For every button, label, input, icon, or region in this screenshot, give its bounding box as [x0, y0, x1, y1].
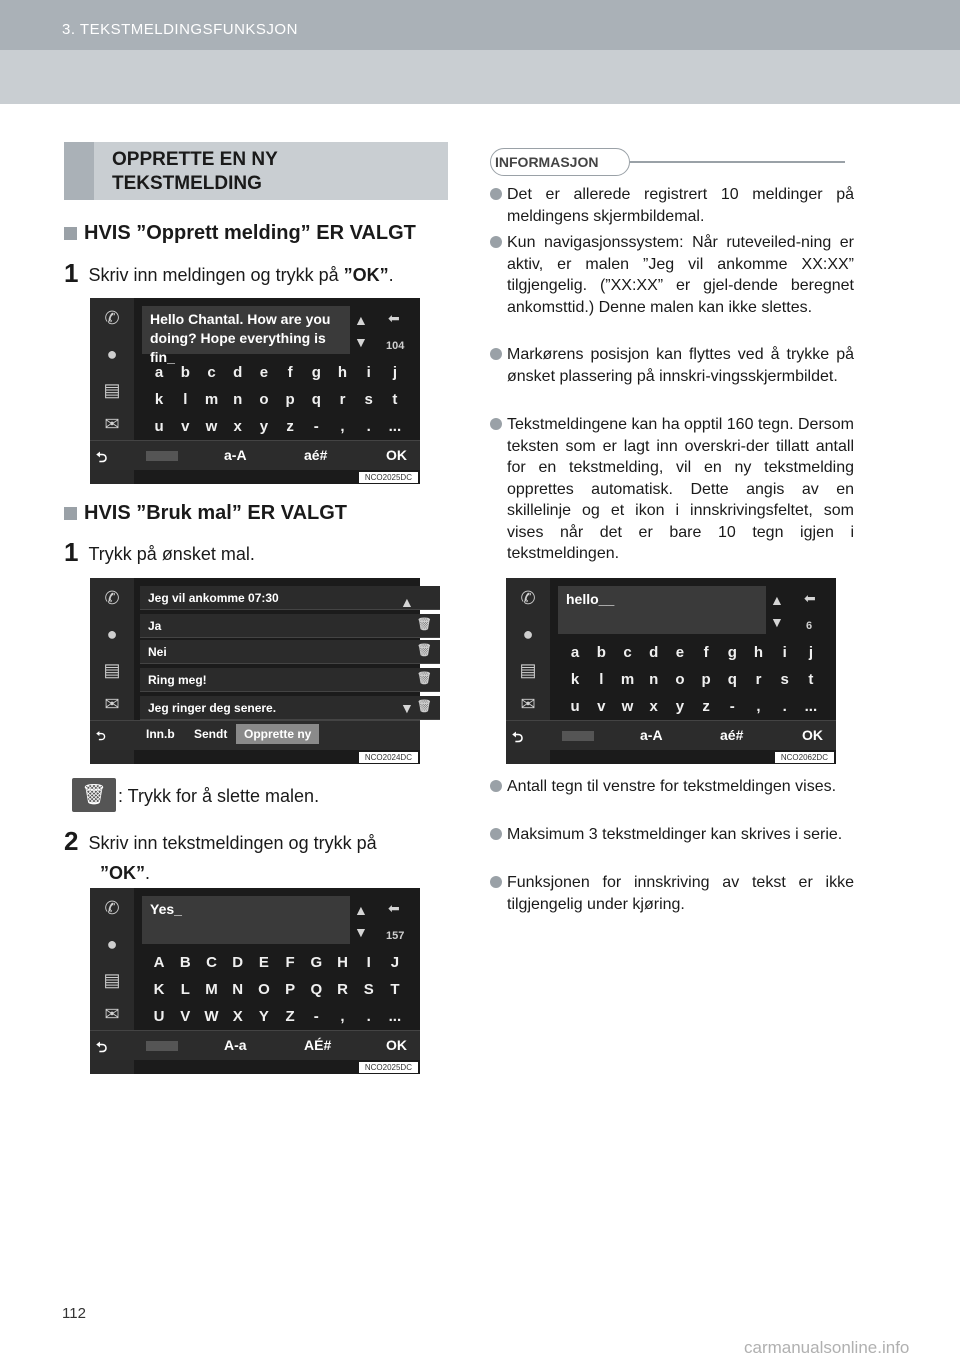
subheading-text: HVIS ”Opprett melding” ER VALGT	[84, 222, 416, 244]
bullet-text: Det er allerede registrert 10 meldinger på meldingens skjermbildemal.	[507, 186, 854, 225]
space-key[interactable]	[146, 451, 178, 461]
key[interactable]: ...	[388, 418, 402, 435]
tab-sent[interactable]: Sendt	[194, 727, 228, 741]
bullet-dot	[490, 236, 502, 248]
step-end: .	[145, 863, 151, 883]
key[interactable]: u	[154, 418, 164, 435]
trash-icon[interactable]: 🗑	[416, 699, 432, 713]
keyboard	[146, 954, 408, 1025]
key[interactable]: o	[259, 391, 269, 408]
back-icon[interactable]: ⮌	[96, 1039, 108, 1055]
key[interactable]: K	[153, 981, 165, 998]
key[interactable]: A	[153, 954, 165, 971]
key[interactable]: m	[620, 671, 635, 688]
info-bullet	[490, 184, 854, 227]
key[interactable]: .	[366, 1008, 371, 1025]
screen-bottom-bar	[90, 440, 420, 470]
key[interactable]: D	[232, 954, 244, 971]
key[interactable]: g	[727, 644, 737, 661]
key[interactable]: c	[207, 364, 216, 381]
history-icon: ▤	[519, 660, 537, 680]
info-bullet	[490, 776, 854, 798]
key[interactable]: e	[259, 364, 269, 381]
key[interactable]: W	[204, 1008, 219, 1025]
subheading-opprett-melding	[64, 222, 416, 245]
key[interactable]: q	[311, 391, 321, 408]
bullet-text: Tekstmeldingene kan ha opptil 160 tegn. Dersom teksten som er lagt inn overskri-der tillatt antall for en tekstmelding, vil en ny tekstmelding opprettes automatisk. Dette angis av en skillelinje og et ikon i innskrivingsfeltet, som vises når det er bare 10 tegn igjen i tekstmeldingen.	[507, 416, 854, 562]
template-row[interactable]	[140, 668, 440, 692]
key[interactable]: c	[623, 644, 632, 661]
info-bullet	[490, 824, 854, 846]
page-header	[0, 0, 960, 104]
key[interactable]: .	[366, 418, 371, 435]
key[interactable]: n	[233, 391, 243, 408]
phone-icon: ✆	[104, 308, 120, 328]
key[interactable]: e	[675, 644, 685, 661]
keyboard	[146, 364, 408, 435]
key[interactable]: k	[570, 671, 580, 688]
key[interactable]: t	[808, 671, 814, 688]
message-icon: ✉	[520, 694, 536, 714]
scroll-up-icon[interactable]: ▲	[354, 902, 368, 918]
info-bullet	[490, 344, 854, 387]
step-bold: ”OK”	[343, 265, 389, 285]
key[interactable]: r	[755, 671, 762, 688]
key[interactable]: Y	[258, 1008, 269, 1025]
key[interactable]: -	[313, 1008, 319, 1025]
trash-note-text: : Trykk for å slette malen.	[118, 786, 320, 806]
back-icon[interactable]: ⮌	[96, 729, 106, 743]
ok-button[interactable]: OK	[802, 727, 823, 743]
key[interactable]: a	[570, 644, 580, 661]
template-text: Jeg vil ankomme 07:30	[148, 591, 279, 605]
key[interactable]: R	[337, 981, 348, 998]
key[interactable]: a	[154, 364, 164, 381]
contact-icon: ●	[522, 624, 534, 644]
tab-create-new[interactable]: Opprette ny	[236, 724, 319, 744]
step-1-create	[64, 258, 394, 290]
info-label: INFORMASJON	[490, 148, 630, 176]
watermark: carmanualsonline.info	[744, 1338, 910, 1357]
key[interactable]: q	[727, 671, 737, 688]
key[interactable]: M	[205, 981, 218, 998]
char-count: 157	[386, 930, 405, 942]
key[interactable]: k	[154, 391, 164, 408]
step-text: Skriv inn tekstmeldingen og trykk på	[88, 833, 377, 853]
key[interactable]: ...	[388, 1008, 402, 1025]
key[interactable]: ,	[340, 418, 345, 435]
history-icon: ▤	[103, 380, 121, 400]
contact-icon: ●	[106, 934, 118, 954]
phone-icon: ✆	[520, 588, 536, 608]
step-number: 2	[64, 826, 79, 856]
contact-icon: ●	[106, 344, 118, 364]
key[interactable]: o	[675, 671, 685, 688]
key[interactable]: i	[782, 644, 787, 661]
section-title-line2: TEKSTMELDING	[112, 173, 262, 194]
bullet-dot	[490, 828, 502, 840]
message-line1: hello__	[566, 591, 615, 607]
symbol-toggle-button[interactable]: AÉ#	[304, 1037, 332, 1053]
backspace-icon[interactable]: ⬅	[388, 310, 400, 326]
step-text: Trykk på ønsket mal.	[88, 544, 255, 564]
trash-icon[interactable]: 🗑	[416, 671, 432, 685]
template-text: Ring meg!	[148, 673, 207, 687]
back-icon[interactable]: ⮌	[512, 729, 524, 745]
key[interactable]: v	[181, 418, 190, 435]
key[interactable]: T	[390, 981, 400, 998]
image-code: NCO2024DC	[359, 752, 418, 763]
page-number: 112	[62, 1305, 86, 1322]
key[interactable]: m	[204, 391, 219, 408]
space-key[interactable]	[146, 1041, 178, 1051]
key[interactable]: y	[259, 418, 269, 435]
key[interactable]: -	[313, 418, 319, 435]
key[interactable]: v	[597, 698, 606, 715]
key[interactable]: h	[753, 644, 764, 661]
bullet-text: Antall tegn til venstre for tekstmeldingen vises.	[507, 778, 837, 795]
phone-icon: ✆	[104, 898, 120, 918]
message-icon: ✉	[104, 1004, 120, 1024]
info-divider	[630, 161, 845, 163]
contact-icon: ●	[106, 624, 118, 644]
key[interactable]: H	[337, 954, 348, 971]
step-1-template	[64, 537, 255, 569]
key[interactable]: V	[180, 1008, 191, 1025]
key[interactable]: j	[808, 644, 813, 661]
template-text: Ja	[148, 619, 162, 633]
scroll-down-icon[interactable]: ▼	[400, 700, 414, 716]
history-icon: ▤	[103, 660, 121, 680]
key[interactable]: g	[311, 364, 321, 381]
message-line1: Hello Chantal. How are you	[150, 311, 331, 327]
key[interactable]: s	[364, 391, 373, 408]
screenshot-create-message	[90, 298, 420, 484]
char-count: 6	[806, 620, 813, 632]
key[interactable]: z	[702, 698, 710, 715]
key[interactable]: b	[596, 644, 606, 661]
key[interactable]: L	[180, 981, 190, 998]
template-row[interactable]	[140, 696, 440, 720]
key[interactable]: U	[153, 1008, 165, 1025]
key[interactable]: E	[258, 954, 269, 971]
key[interactable]: ,	[756, 698, 761, 715]
image-code: NCO2025DC	[359, 472, 418, 483]
square-bullet-icon	[64, 227, 77, 240]
key[interactable]: x	[233, 418, 242, 435]
section-title-bar	[64, 142, 94, 200]
key[interactable]: s	[780, 671, 789, 688]
info-bullet	[490, 872, 854, 915]
scroll-down-icon[interactable]: ▼	[354, 334, 368, 350]
ok-button[interactable]: OK	[386, 1037, 407, 1053]
message-input[interactable]	[142, 306, 350, 365]
screen-bottom-bar	[90, 1030, 420, 1060]
trash-icon[interactable]: 🗑	[416, 617, 432, 631]
keyboard	[562, 644, 824, 715]
bullet-text: Maksimum 3 tekstmeldinger kan skrives i serie.	[507, 826, 843, 843]
subheading-bruk-mal	[64, 502, 347, 525]
screenshot-templates	[90, 578, 432, 764]
key[interactable]: C	[206, 954, 217, 971]
key[interactable]: p	[701, 671, 711, 688]
image-code: NCO2025DC	[359, 1062, 418, 1073]
trash-icon: 🗑	[72, 778, 116, 812]
square-bullet-icon	[64, 507, 77, 520]
screen-bottom-bar	[506, 720, 836, 750]
ok-button[interactable]: OK	[386, 447, 407, 463]
message-input[interactable]	[558, 586, 766, 634]
key[interactable]: ...	[804, 698, 818, 715]
bullet-dot	[490, 780, 502, 792]
key[interactable]: j	[392, 364, 397, 381]
key[interactable]: d	[649, 644, 659, 661]
key[interactable]: -	[729, 698, 735, 715]
key[interactable]: f	[703, 644, 709, 661]
key[interactable]: G	[310, 954, 323, 971]
case-toggle-button[interactable]: a-A	[640, 727, 663, 743]
key[interactable]: l	[183, 391, 188, 408]
key[interactable]: i	[366, 364, 371, 381]
symbol-toggle-button[interactable]: aé#	[304, 447, 328, 463]
scroll-up-icon[interactable]: ▲	[770, 592, 784, 608]
message-line1: Yes_	[150, 901, 182, 917]
key[interactable]: Z	[285, 1008, 295, 1025]
key[interactable]: y	[675, 698, 685, 715]
scroll-up-icon[interactable]: ▲	[354, 312, 368, 328]
image-code: NCO2062DC	[775, 752, 834, 763]
key[interactable]: z	[286, 418, 294, 435]
key[interactable]: Q	[310, 981, 323, 998]
section-title	[112, 148, 278, 196]
symbol-toggle-button[interactable]: aé#	[720, 727, 744, 743]
key[interactable]: d	[233, 364, 243, 381]
key[interactable]: J	[390, 954, 400, 971]
history-icon: ▤	[103, 970, 121, 990]
bullet-text: Markørens posisjon kan flyttes ved å trykke på ønsket plassering på innskri-vingsskjermbildet.	[507, 346, 854, 385]
scroll-up-icon[interactable]: ▲	[400, 594, 414, 610]
key[interactable]: w	[621, 698, 634, 715]
key[interactable]: l	[599, 671, 604, 688]
key[interactable]: O	[258, 981, 270, 998]
bullet-dot	[490, 188, 502, 200]
info-header	[490, 148, 630, 176]
back-icon[interactable]: ⮌	[96, 449, 108, 465]
key[interactable]: S	[363, 981, 374, 998]
bullet-text: Funksjonen for innskriving av tekst er ikke tilgjengelig under kjøring.	[507, 874, 854, 913]
info-bullet	[490, 232, 854, 318]
bullet-text: Kun navigasjonssystem: Når ruteveiled-ning er aktiv, er malen ”Jeg vil ankomme XX:XX” tilgjengelig. (”XX:XX” er gjel-dende beregnet ankomsttid.) Denne malen kan ikke slettes.	[507, 234, 854, 316]
key[interactable]: t	[392, 391, 398, 408]
section-title-line1: OPPRETTE EN NY	[112, 149, 278, 170]
key[interactable]: r	[339, 391, 346, 408]
case-toggle-button[interactable]: A-a	[224, 1037, 247, 1053]
case-toggle-button[interactable]: a-A	[224, 447, 247, 463]
key[interactable]: F	[285, 954, 295, 971]
key[interactable]: w	[205, 418, 218, 435]
bullet-dot	[490, 418, 502, 430]
scroll-down-icon[interactable]: ▼	[770, 614, 784, 630]
key[interactable]: n	[649, 671, 659, 688]
key[interactable]: B	[179, 954, 191, 971]
screenshot-split-message	[506, 578, 836, 764]
key[interactable]: X	[232, 1008, 243, 1025]
key[interactable]: b	[180, 364, 190, 381]
template-row[interactable]	[140, 614, 440, 638]
chapter-title: 3. TEKSTMELDINGSFUNKSJON	[62, 21, 298, 38]
bullet-dot	[490, 348, 502, 360]
message-icon: ✉	[104, 694, 120, 714]
template-row[interactable]	[140, 586, 440, 610]
trash-icon[interactable]: 🗑	[416, 643, 432, 657]
message-line2: doing? Hope everything is fin_	[150, 330, 326, 365]
message-input[interactable]	[142, 896, 350, 944]
key[interactable]: h	[337, 364, 348, 381]
key[interactable]: P	[285, 981, 296, 998]
space-key[interactable]	[562, 731, 594, 741]
template-text: Nei	[148, 645, 167, 659]
scroll-down-icon[interactable]: ▼	[354, 924, 368, 940]
info-bullet	[490, 414, 854, 565]
step-number: 1	[64, 258, 79, 288]
key[interactable]: f	[287, 364, 293, 381]
step-2	[64, 826, 448, 888]
tab-inbox[interactable]: Inn.b	[146, 727, 175, 741]
key[interactable]: u	[570, 698, 580, 715]
template-row[interactable]	[140, 640, 440, 664]
step-text: Skriv inn meldingen og trykk på	[88, 265, 344, 285]
key[interactable]: N	[232, 981, 244, 998]
backspace-icon[interactable]: ⬅	[388, 900, 400, 916]
phone-icon: ✆	[104, 588, 120, 608]
key[interactable]: ,	[340, 1008, 345, 1025]
step-bold: ”OK”	[100, 863, 145, 883]
key[interactable]: p	[285, 391, 295, 408]
template-text: Jeg ringer deg senere.	[148, 701, 277, 715]
bullet-dot	[490, 876, 502, 888]
backspace-icon[interactable]: ⬅	[804, 590, 816, 606]
key[interactable]: I	[366, 954, 371, 971]
message-icon: ✉	[104, 414, 120, 434]
step-number: 1	[64, 537, 79, 567]
key[interactable]: x	[649, 698, 658, 715]
char-count: 104	[386, 340, 405, 352]
key[interactable]: .	[782, 698, 787, 715]
subheading-text: HVIS ”Bruk mal” ER VALGT	[84, 502, 348, 524]
screenshot-uppercase-message	[90, 888, 420, 1074]
screen-bottom-bar	[90, 720, 420, 750]
step-end: .	[388, 265, 394, 285]
section-title-box	[64, 142, 448, 200]
